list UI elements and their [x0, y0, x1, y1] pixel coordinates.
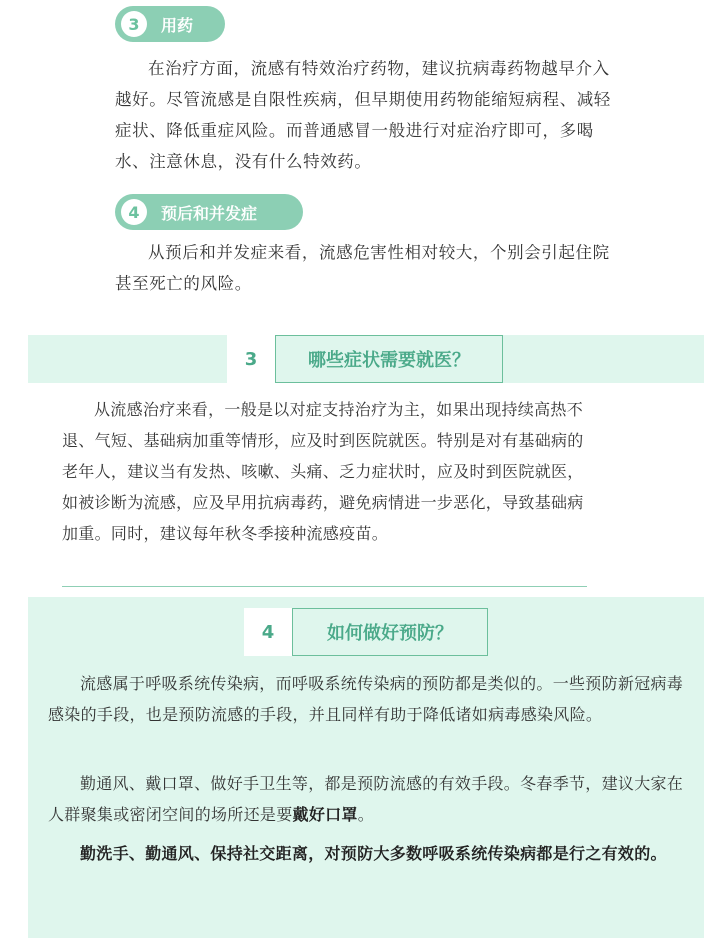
section-title: 预后和并发症 — [161, 203, 258, 223]
section-number-box: 4 — [244, 608, 292, 656]
paragraph-end: 。 — [357, 805, 375, 824]
prevention-paragraph-2 — [48, 768, 688, 830]
section-heading-medication — [115, 6, 225, 42]
section-number: 4 — [121, 199, 147, 225]
symptoms-paragraph: 从流感治疗来看，一般是以对症支持治疗为主，如果出现持续高热不退、气短、基础病加重等情形，应及时到医院就医。特别是对有基础病的老年人，建议当有发热、咳嗽、头痛、乏力症状时，应及时到医院就医，如被诊断为流感，应及早用抗病毒药，避免病情进一步恶化，导致基础病加重。同时，建议每年秋冬季接种流感疫苗。 — [62, 400, 584, 543]
prevention-paragraph-3: 勤洗手、勤通风、保持社交距离，对预防大多数呼吸系统传染病都是行之有效的。 — [80, 844, 667, 863]
divider — [62, 586, 587, 587]
prognosis-paragraph: 从预后和并发症来看，流感危害性相对较大，个别会引起住院甚至死亡的风险。 — [115, 243, 610, 293]
section-title-box: 哪些症状需要就医？ — [275, 335, 503, 383]
medication-paragraph: 在治疗方面，流感有特效治疗药物，建议抗病毒药物越早介入越好。尽管流感是自限性疾病，但早期使用药物能缩短病程、减轻症状、降低重症风险。而普通感冒一般进行对症治疗即可，多喝水、注意休息，没有什么特效药。 — [115, 59, 611, 171]
prevention-paragraph-1: 流感属于呼吸系统传染病，而呼吸系统传染病的预防都是类似的。一些预防新冠病毒感染的手段，也是预防流感的手段，并且同样有助于降低诸如病毒感染风险。 — [48, 674, 684, 724]
bold-text: 戴好口罩 — [292, 805, 358, 824]
section-number: 3 — [121, 11, 147, 37]
paragraph-text: 勤通风、戴口罩、做好手卫生等，都是预防流感的有效手段。冬春季节，建议大家在人群聚集或密闭空间的场所还是要 — [48, 774, 684, 824]
section-title: 用药 — [161, 15, 194, 35]
section-title-box: 如何做好预防？ — [292, 608, 488, 656]
section-heading-prognosis — [115, 194, 303, 230]
section-number-box: 3 — [227, 335, 275, 383]
